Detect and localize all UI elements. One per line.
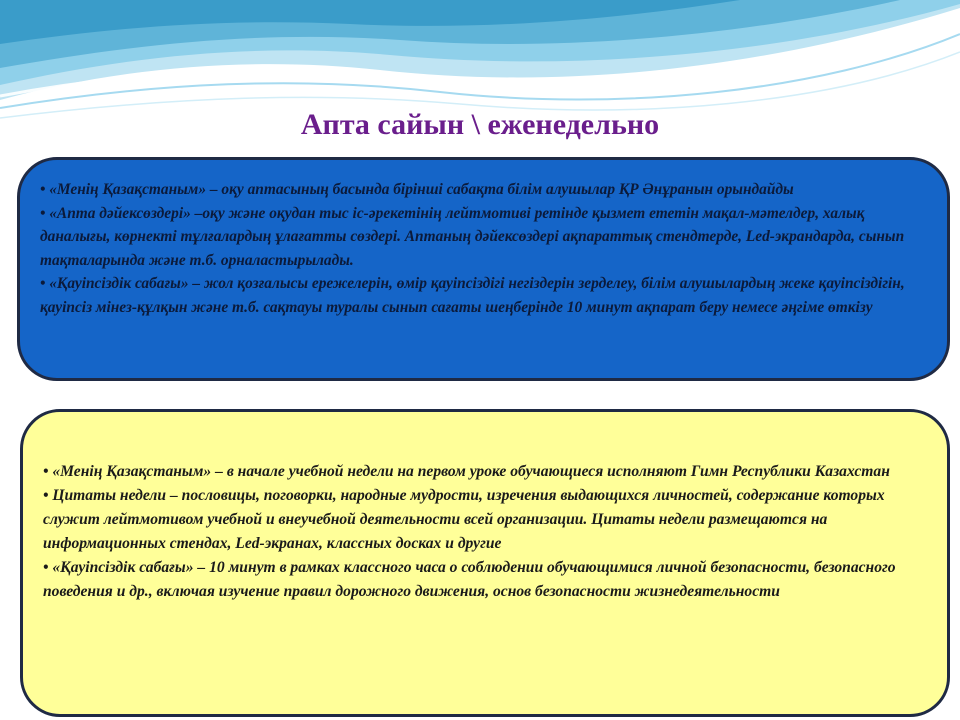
slide-title: Апта сайын \ еженедельно [300, 108, 660, 141]
ru-item-quotes: • Цитаты недели – пословицы, поговорки, народные мудрости, изречения выдающихся личностей, содержание которых служит лейтмотивом учебной и внеучебной деятельности всей организации. Цитаты недели размещаются на информационных стендах, Led-экранах, классных досках и другие [43, 487, 885, 552]
ru-item-safety: • «Қауіпсіздік сабағы» – 10 минут в рамках классного часа о соблюдении обучающимися личной безопасности, безопасного поведения и др., включая изучение правил дорожного движения, основ безопасности жизнедеятельности [43, 559, 896, 600]
kz-item-quotes: • «Апта дәйексөздері» –оқу және оқудан тыс іс-әрекетінің лейтмотиві ретінде қызмет ететін мақал-мәтелдер, халық даналығы, көрнекті тұлғалардың ұлағатты сөздері. Аптаның дәйексөздері ақпараттық стендтерде, Led-экрандарда, сынып тақталарында және т.б. орналастырылады. [40, 204, 905, 269]
kz-item-safety: • «Қауіпсіздік сабағы» – жол қозғалысы ережелерін, өмір қауіпсіздігі негіздерін зерделеу, білім алушылардың жеке қауіпсіздігін, қауіпсіз мінез-құлқын және т.б. сақтауы туралы сынып сағаты шеңберінде 10 минут ақпарат беру немесе әңгіме өткізу [40, 275, 905, 316]
ru-item-anthem: • «Менің Қазақстаным» – в начале учебной недели на первом уроке обучающиеся исполняют Гимн Республики Казахстан [43, 463, 890, 480]
russian-text-box [20, 409, 950, 717]
kz-item-anthem: • «Менің Қазақстаным» – оқу аптасының басында бірінші сабақта білім алушылар ҚР Әнұранын орындайды [40, 181, 794, 198]
kazakh-text-box [17, 157, 950, 381]
